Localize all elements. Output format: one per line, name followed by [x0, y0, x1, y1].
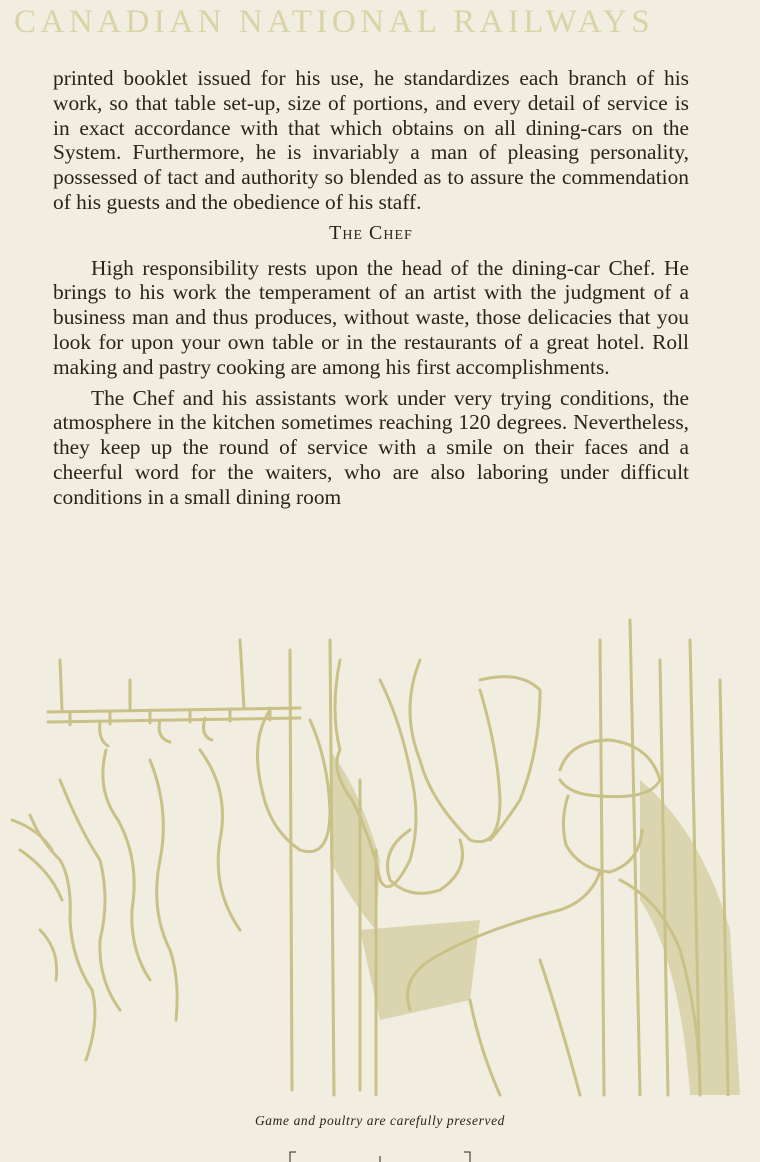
rack-rail-line [48, 708, 300, 712]
folio-bracket [280, 1150, 480, 1162]
shaded-carcass [330, 750, 380, 930]
section-heading: The Chef [329, 221, 413, 244]
body-text [53, 66, 689, 510]
running-header: CANADIAN NATIONAL RAILWAYS [14, 4, 655, 40]
paragraph-kitchen-conditions: The Chef and his assistants work under very trying conditions, the atmosphere in the kitchen sometimes reaching 120 degrees. Nevertheless, they keep up the round of service with a smile on their faces and a cheerful word for the waiters, who are also laboring under difficult conditions in a small dining room [53, 385, 689, 509]
paragraph-chef-responsibility: High responsibility rests upon the head of the dining-car Chef. He brings to his work the temperament of an artist with the judgment of a business man and thus produces, without waste, those delicacies that you look for upon your own table or in the restaurants of a great hotel. Roll making and pastry cooking are among his first accomplishments. [53, 255, 689, 379]
illustration-chef-hanging-game [0, 600, 760, 1105]
paragraph-continued: printed booklet issued for his use, he standardizes each branch of his work, so that table set-up, size of portions, and every detail of service is in exact accordance with that which obtains on all dining-cars on the System. Furthermore, he is invariably a man of pleasing personality, possessed of tact and authority so blended as to assure the commendation of his guests and the obedience of his staff. [53, 66, 689, 214]
figure-caption: Game and poultry are carefully preserved [254, 1113, 506, 1128]
